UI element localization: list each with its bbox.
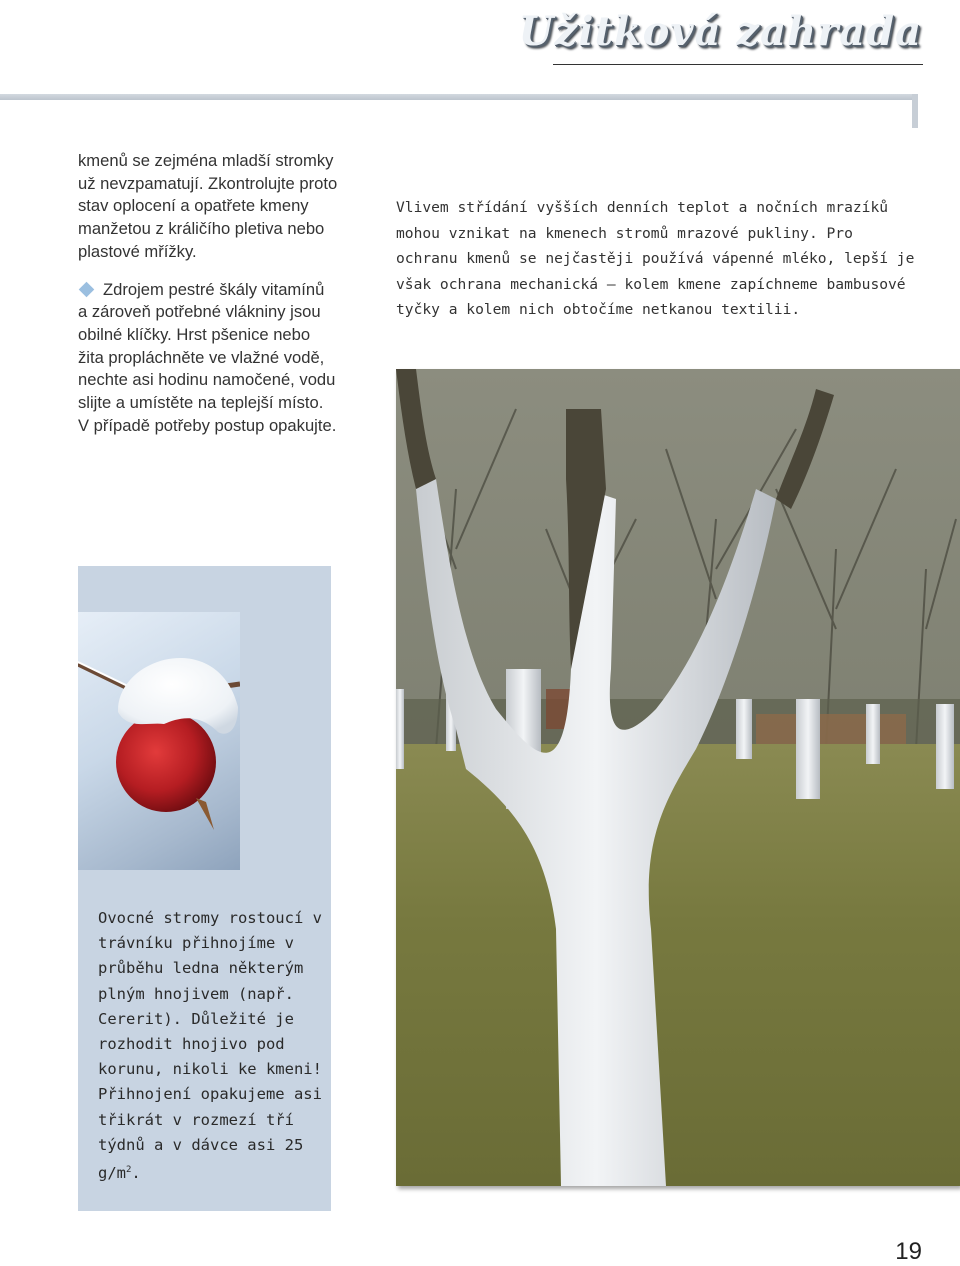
left-paragraph-1: kmenů se zejména mladší stromky už nevzpamatují. Zkontrolujte proto stav oplocení a opatřete kmeny manžetou z králičího pletiva nebo plastové mřížky. <box>78 151 338 261</box>
snow-apple-illustration <box>78 612 240 870</box>
diamond-bullet-icon <box>79 281 95 297</box>
header-band <box>0 94 918 100</box>
right-paragraph: Vlivem střídání vyšších denních teplot a nočních mrazíků mohou vznikat na kmenech stromů mrazové pukliny. Pro ochranu kmenů se nejčastěji používá vápenné mléko, lepší je však ochrana mechanická – kolem kmene zapíchneme bambusové tyčky a kolem nich obtočíme netkanou textilii. <box>396 199 915 318</box>
left-column <box>78 150 338 452</box>
orchard-illustration <box>396 369 960 1186</box>
caption-end: . <box>131 1164 141 1183</box>
left-paragraph-2 <box>78 279 338 438</box>
section-title: Užitková zahrada <box>518 8 922 55</box>
right-column <box>396 195 916 323</box>
left-paragraph-2-text: Zdrojem pestré škály vitamínů a zároveň potřebné vlákniny jsou obilné klíčky. Hrst pšenice nebo žita propláchněte ve vlažné vodě, nechte asi hodinu namočené, vodu slijte a umístěte na teplejší místo. V případě potřeby postup opakujte. <box>78 279 337 435</box>
caption-superscript: 2 <box>126 1165 132 1176</box>
caption-text: Ovocné stromy rostoucí v trávníku přihnojíme v průběhu ledna některým plným hnojivem (např. Cererit). Důležité je rozhodit hnojivo pod korunu, nikoli ke kmeni! Přihnojení opakujeme asi třikrát v rozmezí tří týdnů a v dávce asi 25 g/m <box>98 909 322 1183</box>
sidebar-caption <box>98 906 326 1186</box>
snow-apple-photo <box>78 612 240 870</box>
title-underline <box>553 64 923 65</box>
whitewashed-trees-photo <box>396 369 960 1186</box>
page-number: 19 <box>895 1238 922 1265</box>
header-band-corner <box>912 94 918 128</box>
